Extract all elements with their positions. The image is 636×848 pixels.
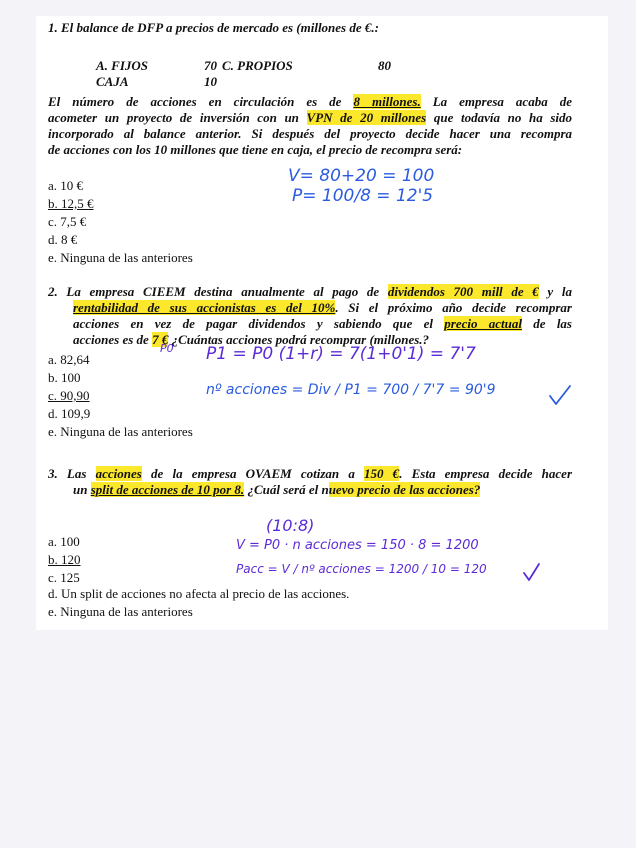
q3-statement-line-1: 3. Las acciones de la empresa OVAEM cotizan a 150 €. Esta empresa decide hacer	[48, 466, 573, 481]
q3-option-b: b. 120	[48, 552, 81, 567]
q2-highlight-dividends: dividendos 700 mill de €	[387, 284, 539, 299]
q3-option-e: e. Ninguna de las anteriores	[48, 604, 193, 619]
q1-option-b: b. 12,5 €	[48, 196, 94, 211]
q2-handwriting-p0-label: P0	[160, 342, 174, 355]
q3-option-a: a. 100	[48, 534, 80, 549]
q3-option-d: d. Un split de acciones no afecta al precio de las acciones.	[48, 586, 350, 601]
q1-option-e: e. Ninguna de las anteriores	[48, 250, 193, 265]
q3-option-c: c. 125	[48, 570, 80, 585]
exam-page	[36, 16, 608, 630]
q1-highlight-npv: VPN de 20 millones	[306, 110, 427, 125]
q3-highlight-shares: acciones	[95, 466, 142, 481]
q2-option-e: e. Ninguna de las anteriores	[48, 424, 193, 439]
q2-statement-line-2: rentabilidad de sus accionistas es del 10%. Si el próximo año decide recomprar	[73, 300, 572, 315]
q1-handwriting-price: P= 100/8 = 12'5	[292, 186, 434, 206]
q1-statement-line-2: acometer un proyecto de inversión con un VPN de 20 millones que todavía no ha sido	[48, 110, 573, 125]
q3-answer-check-icon	[522, 562, 542, 584]
q1-balance-fixed-assets-label: A. FIJOS	[96, 58, 149, 73]
q2-handwriting-shares: nº acciones = Div / P1 = 700 / 7'7 = 90'9	[206, 382, 496, 398]
q1-statement-line-3: incorporado al balance anterior. Si después del proyecto decide hacer una recompra	[48, 126, 572, 141]
q1-handwriting-value: V= 80+20 = 100	[288, 166, 435, 186]
q1-balance-equity-label: C. PROPIOS	[222, 58, 293, 73]
q2-highlight-current-price: precio actual	[444, 316, 522, 331]
q1-option-a: a. 10 €	[48, 178, 84, 193]
q3-handwriting-price: Pacc = V / nº acciones = 1200 / 10 = 120	[236, 562, 487, 576]
q2-option-b: b. 100	[48, 370, 81, 385]
q1-title: 1. El balance de DFP a precios de mercado es (millones de €.:	[48, 20, 379, 35]
q2-highlight-price-value: 7 €	[152, 332, 169, 347]
q2-option-c: c. 90,90	[48, 388, 90, 403]
q2-answer-check-icon	[548, 384, 572, 408]
q1-statement-line-1: El número de acciones en circulación es de 8 millones. La empresa acaba de	[48, 94, 572, 109]
q2-highlight-return: rentabilidad de sus accionistas es del 10%	[73, 300, 336, 315]
q3-highlight-price: 150 €	[364, 466, 400, 481]
q1-balance-fixed-assets-value: 70	[204, 58, 217, 73]
q1-statement-line-4: de acciones con los 10 millones que tiene en caja, el precio de recompra será:	[48, 142, 463, 157]
q3-handwriting-ratio: (10:8)	[266, 516, 315, 535]
q1-highlight-shares: 8 millones.	[353, 94, 421, 109]
q3-statement-line-2: un split de acciones de 10 por 8. ¿Cuál será el nuevo precio de las acciones?	[73, 482, 481, 497]
q1-balance-cash-value: 10	[204, 74, 217, 89]
q2-statement-line-3: acciones en vez de pagar dividendos y sabiendo que el precio actual de las	[73, 316, 572, 331]
q2-option-a: a. 82,64	[48, 352, 90, 367]
q1-balance-cash-label: CAJA	[96, 74, 129, 89]
q3-highlight-new-price: uevo precio de las acciones?	[328, 482, 481, 497]
q2-option-d: d. 109,9	[48, 406, 91, 421]
q1-option-c: c. 7,5 €	[48, 214, 87, 229]
q2-statement-line-1: 2. La empresa CIEEM destina anualmente al pago de dividendos 700 mill de € y la	[48, 284, 572, 299]
q3-handwriting-value: V = P0 · n acciones = 150 · 8 = 1200	[236, 538, 479, 553]
q3-highlight-split: split de acciones de 10 por 8.	[90, 482, 245, 497]
q1-balance-equity-value: 80	[378, 58, 391, 73]
q2-statement-line-4: acciones es de 7 € ¿Cuántas acciones podrá recomprar (millones.?	[73, 332, 430, 347]
q2-handwriting-future-price: P1 = P0 (1+r) = 7(1+0'1) = 7'7	[206, 344, 476, 364]
q1-option-d: d. 8 €	[48, 232, 78, 247]
